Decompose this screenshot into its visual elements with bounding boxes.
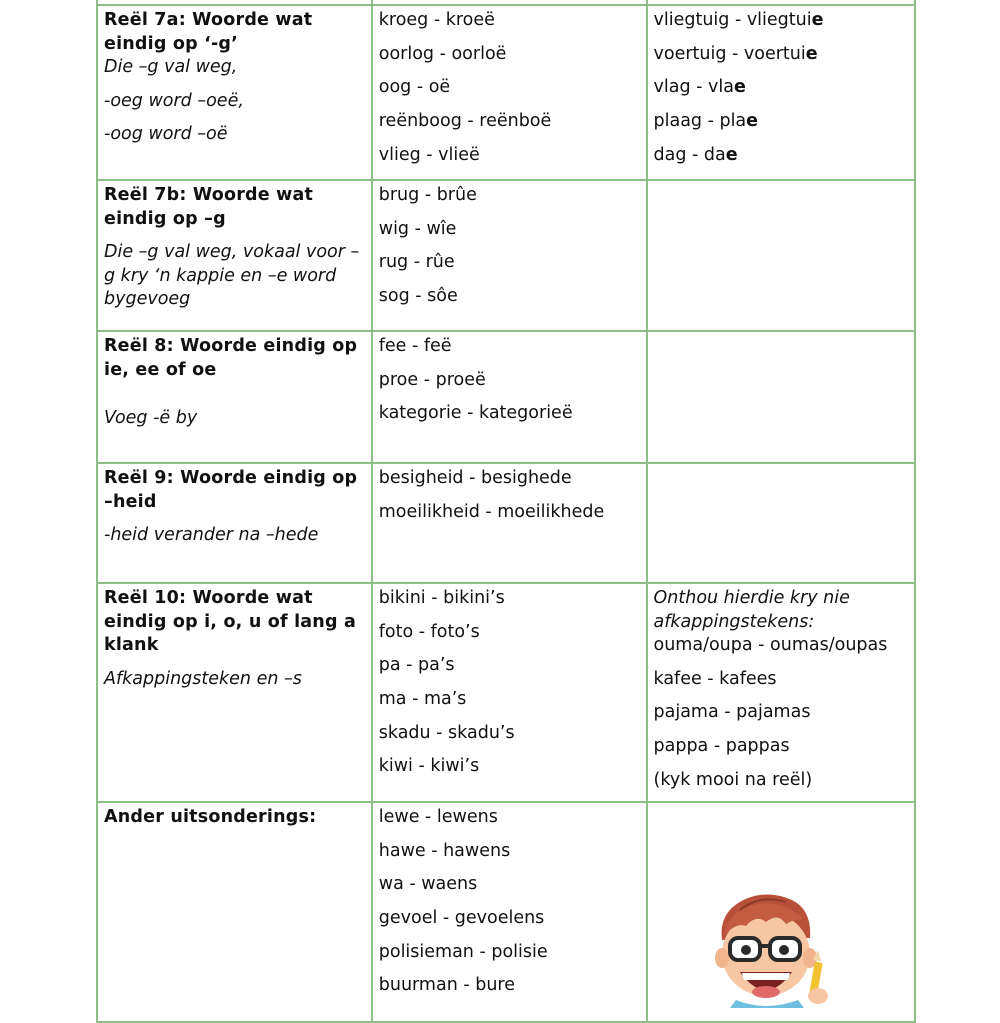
extra-examples-cell	[647, 583, 916, 802]
rule-description-cell	[97, 180, 372, 331]
example-pair: kiwi - kiwi’s	[378, 756, 480, 777]
example-pair: vlag - vlae	[653, 77, 746, 98]
table-row-rule-10	[97, 583, 915, 802]
example-pair: plaag - plae	[653, 111, 759, 132]
rule-description-cell	[97, 5, 372, 180]
example-pair: oog - oë	[378, 77, 451, 98]
example-pair: bikini - bikini’s	[378, 588, 505, 608]
example-pair: skadu - skadu’s	[378, 722, 515, 743]
rules-table	[96, 0, 916, 1023]
table-row-rule-7b	[97, 180, 915, 331]
example-pair: vlieg - vlieë	[378, 144, 480, 165]
example-pair: buurman - bure	[378, 975, 516, 996]
extra-examples-cell	[647, 331, 916, 463]
example-pair: brug - brûe	[378, 185, 477, 205]
rule-description-cell	[97, 331, 372, 463]
example-pair: vliegtuig - vliegtuie	[653, 10, 824, 30]
example-pair: proe - proeë	[378, 369, 486, 390]
example-pair: kafee - kafees	[653, 668, 777, 689]
example-pair: dag - dae	[653, 144, 738, 165]
example-pair: besigheid - besighede	[378, 468, 572, 488]
extra-examples-cell	[647, 5, 916, 180]
rule-desc: -heid verander na –hede	[104, 525, 319, 545]
rule-desc: Die –g val weg,	[104, 57, 238, 77]
example-pair: hawe - hawens	[378, 840, 511, 861]
example-pair: oorlog - oorloë	[378, 43, 507, 64]
rule-title: Reël 10: Woorde wat eindig op i, o, u of lang a klank	[104, 588, 356, 655]
example-pair: pa - pa’s	[378, 655, 455, 676]
example-pair: ouma/oupa - oumas/oupas	[653, 635, 888, 655]
rule-desc: -oog word –oë	[104, 124, 228, 144]
examples-cell	[372, 5, 647, 180]
example-pair: voertuig - voertuie	[653, 43, 818, 64]
cartoon-boy-with-pencil-icon	[700, 888, 840, 1008]
example-pair: sog - sôe	[378, 286, 458, 307]
rule-desc: Die –g val weg, vokaal voor –g kry ‘n kappie en –e word bygevoeg	[104, 242, 360, 309]
example-pair: pajama - pajamas	[653, 702, 811, 723]
rule-description-cell	[97, 463, 372, 583]
examples-cell	[372, 802, 647, 1022]
example-pair: reënboog - reënboë	[378, 111, 552, 132]
extra-examples-cell	[647, 180, 916, 331]
example-pair: rug - rûe	[378, 252, 455, 273]
examples-cell	[372, 180, 647, 331]
examples-cell	[372, 463, 647, 583]
table-row-rule-8	[97, 331, 915, 463]
exception-note: Onthou hierdie kry nie afkappingstekens:	[653, 588, 850, 632]
examples-cell	[372, 583, 647, 802]
rule-desc: Afkappingsteken en –s	[104, 668, 302, 689]
rule-desc: -oeg word –oeë,	[104, 90, 244, 111]
examples-cell	[372, 331, 647, 463]
extra-examples-cell	[647, 463, 916, 583]
example-pair: foto - foto’s	[378, 621, 480, 642]
table-row-rule-9	[97, 463, 915, 583]
rule-title: Reël 7b: Woorde wat eindig op –g	[104, 185, 314, 229]
rule-title: Reël 8: Woorde eindig op ie, ee of oe	[104, 336, 358, 380]
example-pair: kroeg - kroeë	[378, 10, 495, 30]
example-pair: (kyk mooi na reël)	[653, 769, 813, 790]
rule-title: Reël 9: Woorde eindig op –heid	[104, 468, 358, 512]
example-pair: moeilikheid - moeilikhede	[378, 501, 605, 522]
example-pair: polisieman - polisie	[378, 941, 548, 962]
example-pair: gevoel - gevoelens	[378, 908, 545, 929]
rule-desc: Voeg -ë by	[104, 408, 198, 428]
rule-description-cell	[97, 583, 372, 802]
rule-description-cell	[97, 802, 372, 1022]
example-pair: ma - ma’s	[378, 689, 467, 710]
example-pair: lewe - lewens	[378, 807, 498, 827]
example-pair: wig - wîe	[378, 218, 457, 239]
example-pair: wa - waens	[378, 874, 478, 895]
example-pair: fee - feë	[378, 336, 452, 356]
rule-title: Reël 7a: Woorde wat eindig op ‘-g’	[104, 10, 313, 54]
example-pair: pappa - pappas	[653, 736, 790, 757]
example-pair: kategorie - kategorieë	[378, 403, 573, 424]
rule-title: Ander uitsonderings:	[104, 807, 317, 827]
table-row-rule-7a	[97, 5, 915, 180]
